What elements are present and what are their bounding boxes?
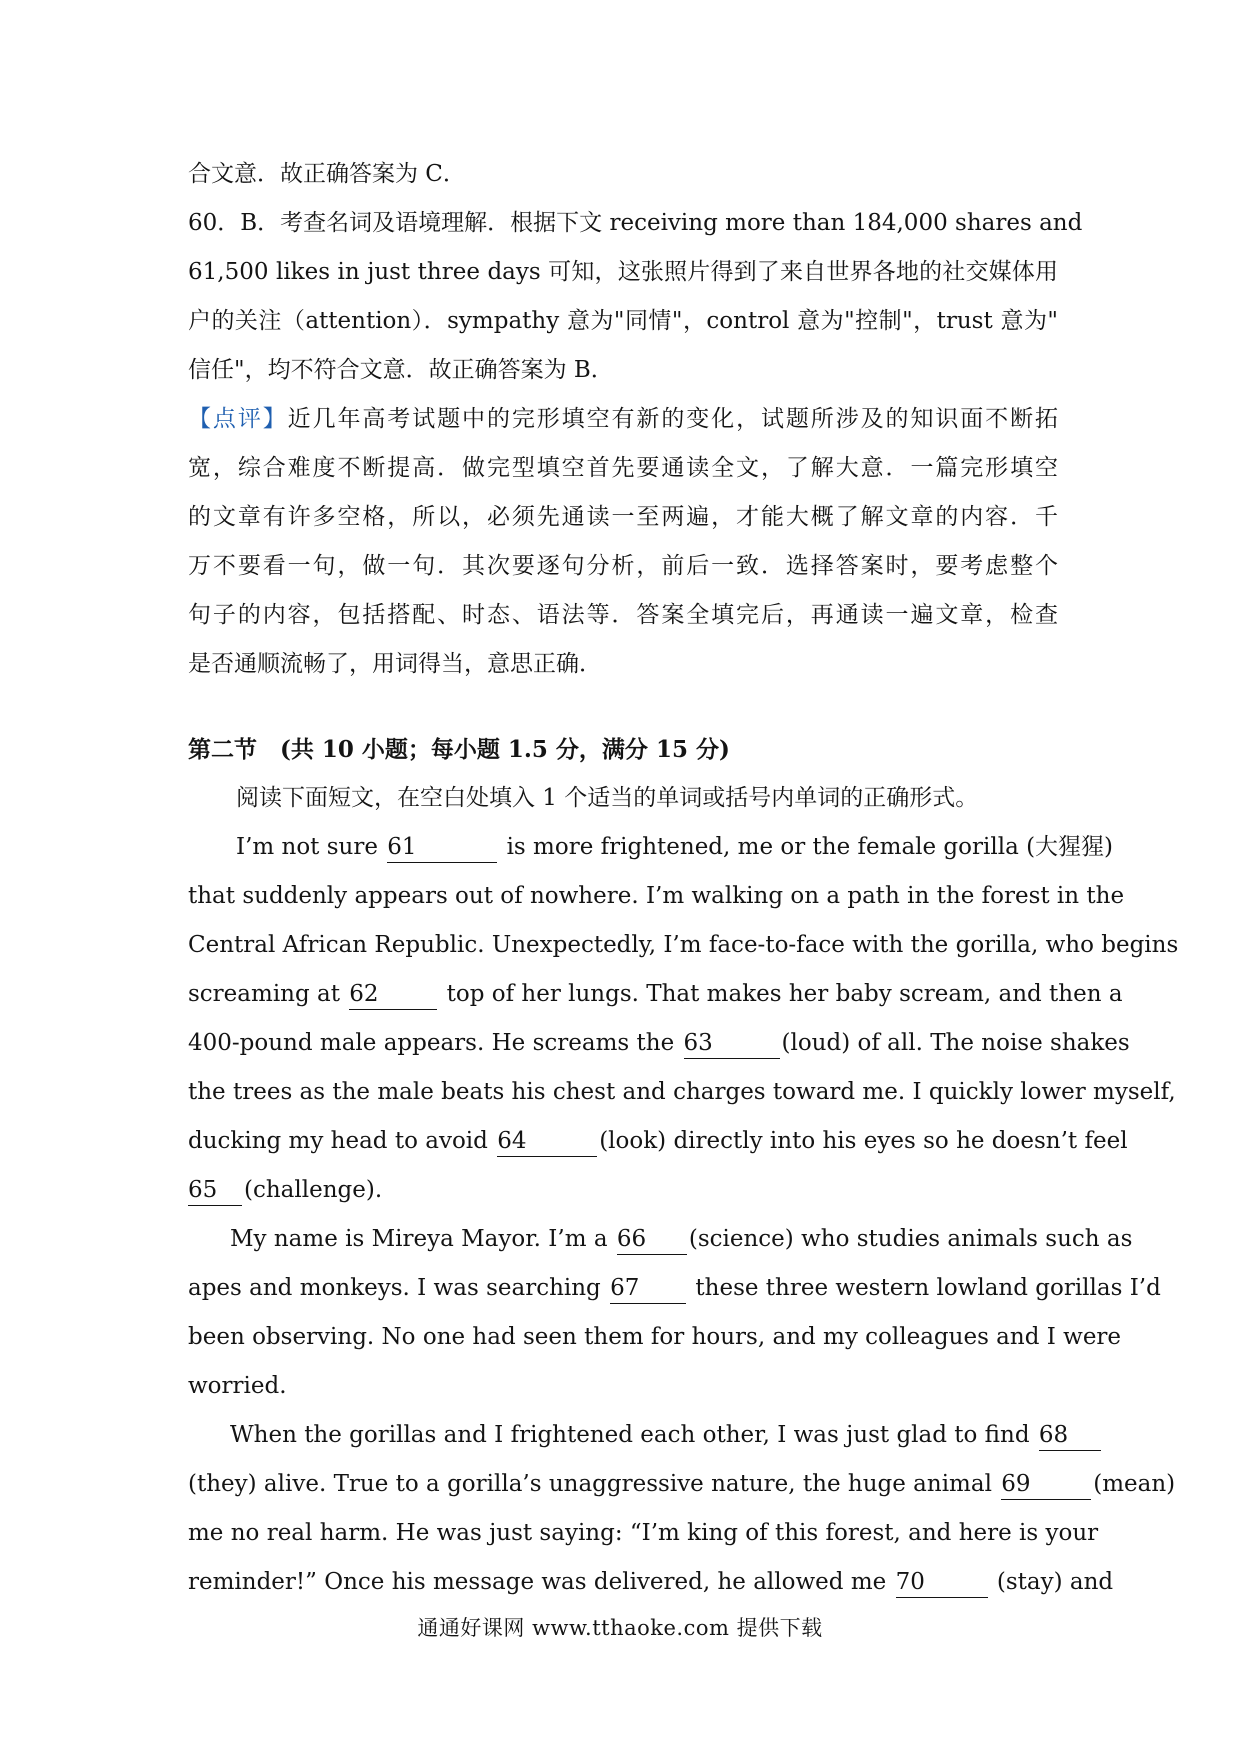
passage-text: screaming at [188, 981, 340, 1007]
answer-text-line: 60．B．考查名词及语境理解．根据下文 receiving more than 184,000 shares and [188, 210, 1083, 236]
passage-line [188, 1411, 1069, 1460]
passage-line: Central African Republic. Unexpectedly, I’m face-to-face with the gorilla, who begins [188, 932, 1179, 958]
passage-line [188, 1166, 1058, 1215]
passage-text: top of her lungs. That makes her baby scream, and then a [446, 981, 1123, 1007]
section-title: 第二节 (共 10 小题；每小题 1.5 分，满分 15 分) [188, 736, 730, 763]
comment-line: 宽，综合难度不断提高．做完型填空首先要通读全文，了解大意．一篇完形填空 [188, 455, 1058, 481]
passage-text: When the gorillas and I frightened each other, I was just glad to find [230, 1422, 1030, 1448]
blank-64[interactable]: 64 [497, 1126, 597, 1157]
comment-line: 是否通顺流畅了，用词得当，意思正确． [188, 651, 602, 677]
passage-line [188, 1558, 1114, 1607]
passage-text: (stay) and [996, 1569, 1114, 1595]
passage-line: that suddenly appears out of nowhere. I’m walking on a path in the forest in the [188, 883, 1125, 909]
passage-text: is more frightened, me or the female gorilla (大猩猩) [506, 834, 1114, 860]
passage-line [188, 1264, 1161, 1313]
passage-line: been observing. No one had seen them for hours, and my colleagues and I were [188, 1324, 1122, 1350]
passage-text: reminder!” Once his message was delivered, he allowed me [188, 1569, 887, 1595]
passage-text: (mean) [1093, 1471, 1176, 1497]
section-gap [188, 689, 1058, 725]
blank-68[interactable]: 68 [1039, 1420, 1101, 1451]
answer-text-line: 户的关注（attention）．sympathy 意为"同情"，control 意为"控制"，trust 意为" [188, 308, 1058, 334]
blank-61[interactable]: 61 [387, 832, 497, 863]
comment-line: 的文章有许多空格，所以，必须先通读一至两遍，才能大概了解文章的内容．千 [188, 504, 1058, 530]
blank-67[interactable]: 67 [610, 1273, 686, 1304]
passage-line: worried. [188, 1373, 287, 1399]
passage-line [188, 970, 1123, 1019]
comment-line [188, 395, 1058, 444]
passage-line: me no real harm. He was just saying: “I’m king of this forest, and here is your [188, 1520, 1099, 1546]
blank-62[interactable]: 62 [349, 979, 437, 1010]
blank-69[interactable]: 69 [1001, 1469, 1091, 1500]
passage-text: (science) who studies animals such as [688, 1226, 1133, 1252]
passage-line [188, 823, 1114, 872]
passage-line [188, 1117, 1128, 1166]
passage-line: the trees as the male beats his chest and charges toward me. I quickly lower myself, [188, 1079, 1176, 1105]
comment-line: 句子的内容，包括搭配、时态、语法等．答案全填完后，再通读一遍文章，检查 [188, 602, 1058, 628]
passage-text: 400-pound male appears. He screams the [188, 1030, 675, 1056]
comment-line: 万不要看一句，做一句．其次要逐句分析，前后一致．选择答案时，要考虑整个 [188, 553, 1058, 579]
passage-text: these three western lowland gorillas I’d [695, 1275, 1161, 1301]
passage-line [188, 1019, 1130, 1068]
blank-70[interactable]: 70 [896, 1567, 988, 1598]
passage-text: My name is Mireya Mayor. I’m a [230, 1226, 608, 1252]
blank-65[interactable]: 65 [188, 1175, 242, 1206]
passage-text: (loud) of all. The noise shakes [781, 1030, 1130, 1056]
blank-63[interactable]: 63 [684, 1028, 780, 1059]
passage-text: (challenge). [244, 1177, 383, 1203]
comment-text: 近几年高考试题中的完形填空有新的变化，试题所涉及的知识面不断拓 [287, 406, 1059, 432]
passage-line [188, 1215, 1133, 1264]
passage-line [188, 1460, 1176, 1509]
comment-tag: 【点评】 [188, 406, 288, 432]
passage-text: (look) directly into his eyes so he doesn’t feel [599, 1128, 1128, 1154]
passage-text: apes and monkeys. I was searching [188, 1275, 601, 1301]
answer-text-line: 信任"，均不符合文意．故正确答案为 B． [188, 357, 614, 383]
blank-66[interactable]: 66 [617, 1224, 687, 1255]
answer-text-line: 61,500 likes in just three days 可知，这张照片得到了来自世界各地的社交媒体用 [188, 259, 1058, 285]
passage-text: (they) alive. True to a gorilla’s unaggressive nature, the huge animal [188, 1471, 992, 1497]
section-instruction: 阅读下面短文，在空白处填入 1 个适当的单词或括号内单词的正确形式。 [236, 785, 979, 811]
page-footer: 通通好课网 www.tthaoke.com 提供下载 [417, 1616, 823, 1640]
passage-text: ducking my head to avoid [188, 1128, 488, 1154]
document-body [188, 150, 1179, 1607]
passage-text: I’m not sure [236, 834, 378, 860]
answer-text-line: 合文意．故正确答案为 C． [188, 161, 466, 187]
